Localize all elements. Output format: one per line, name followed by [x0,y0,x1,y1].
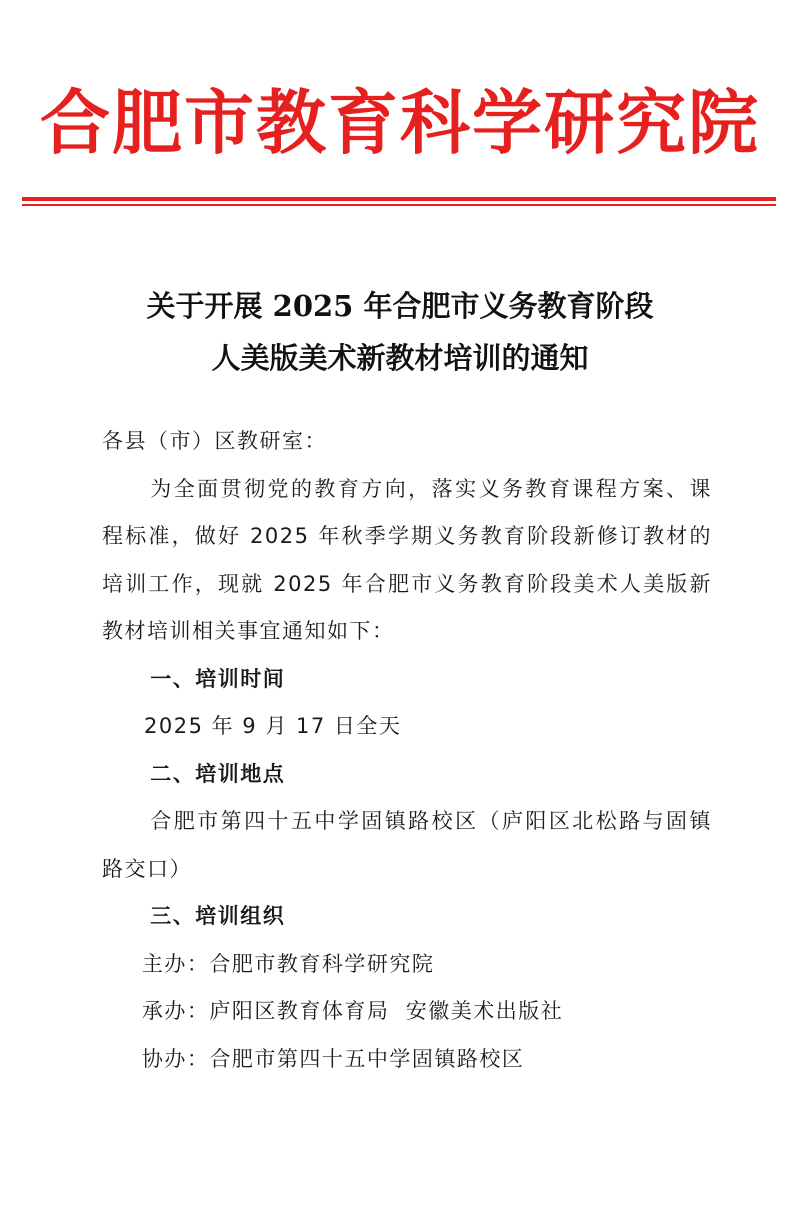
document-title [0,280,800,384]
training-location: 合肥市第四十五中学固镇路校区（庐阳区北松路与固镇路交口） [102,809,712,881]
masthead-rule-thin [22,204,776,206]
section-heading-location: 二、培训地点 [150,761,286,786]
masthead-rule-thick [22,197,776,201]
co-organizer-line: 协办：合肥市第四十五中学固镇路校区 [141,1046,525,1071]
intro-paragraph: 为全面贯彻党的教育方向，落实义务教育课程方案、课程标准，做好 2025 年秋季学期义务教育阶段新修订教材的培训工作，现就 2025 年合肥市义务教育阶段美术人美版新教材培训相关事宜通知如下： [102,476,712,643]
title-line-1: 关于开展 2025 年合肥市义务教育阶段 [146,289,654,323]
section-heading-organization: 三、培训组织 [150,904,286,928]
document-body [102,418,712,1083]
training-time: 2025 年 9 月 17 日全天 [144,714,402,738]
section-heading-time: 一、培训时间 [150,666,286,691]
title-line-2: 人美版美术新教材培训的通知 [211,341,589,375]
host-line: 主办：合肥市教育科学研究院 [141,951,435,976]
salutation: 各县（市）区教研室： [102,429,327,453]
masthead-title: 合肥市教育科学研究院 [40,81,760,164]
organizer-line: 承办：庐阳区教育体育局 安徽美术出版社 [141,999,564,1023]
